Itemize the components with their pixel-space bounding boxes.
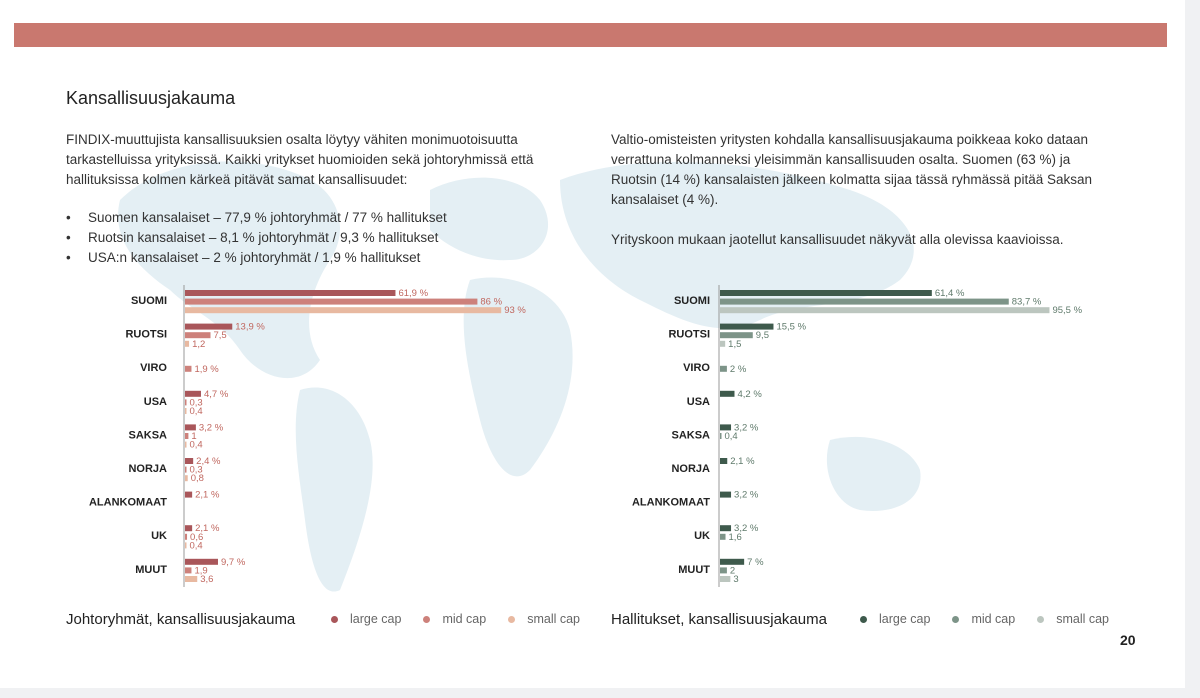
bullet-item-sweden: • Ruotsin kansalaiset – 8,1 % johtoryhmät / 9,3 % hallitukset — [66, 228, 447, 248]
bar-mid-cap-saksa — [720, 433, 722, 439]
bar-small-cap-suomi — [185, 307, 501, 313]
bar-mid-cap-saksa — [185, 433, 188, 439]
data-label-large-cap-usa: 4,2 % — [737, 388, 762, 400]
data-label-small-cap-uk: 0,4 — [189, 540, 203, 552]
bar-large-cap-ruotsi — [720, 324, 773, 330]
page-title: Kansallisuusjakauma — [66, 88, 236, 108]
category-label-norja: NORJA — [671, 463, 710, 475]
bar-large-cap-muut — [185, 559, 218, 565]
data-label-mid-cap-viro: 1,9 % — [194, 363, 219, 375]
right-chart-legend — [860, 612, 1131, 626]
right-paragraph-1: Valtio-omisteisten yritysten kohdalla kansallisuusjakauma poikkeaa koko dataan verrattuna kolmanneksi yleisimmän kansallisuuden osalta. Suomen (63 %) ja Ruotsin (14 %) kansalaisten jälkeen kolmatta sijaa tässä ryhmässä pitää Saksan kansalaiset (4 %). — [611, 132, 1092, 207]
category-label-saksa: SAKSA — [671, 429, 710, 442]
right-chart-title: Hallitukset, kansallisuusjakauma — [611, 611, 827, 628]
data-label-small-cap-muut: 3,6 — [200, 574, 214, 585]
legend-label: mid cap — [971, 612, 1016, 626]
data-label-small-cap-usa: 0,4 — [189, 406, 203, 417]
bar-large-cap-uk — [720, 525, 731, 531]
legend-item-small-cap — [508, 612, 580, 626]
category-label-usa: USA — [143, 395, 167, 408]
data-label-mid-cap-saksa: 0,4 — [724, 431, 738, 442]
data-label-mid-cap-norja: 0,3 — [189, 464, 203, 476]
data-label-mid-cap-viro: 2 % — [729, 363, 747, 375]
header-banner — [14, 23, 1167, 47]
right-text-block — [611, 130, 1111, 250]
legend-item-mid-cap — [952, 612, 1015, 626]
data-label-large-cap-ruotsi: 15,5 % — [776, 321, 807, 333]
data-label-mid-cap-muut: 1,9 — [194, 565, 208, 577]
legend-dot — [423, 616, 430, 623]
category-label-suomi: SUOMI — [130, 295, 167, 307]
legend-label: large cap — [350, 612, 402, 626]
bar-large-cap-uk — [185, 525, 192, 531]
bar-small-cap-usa — [185, 408, 187, 414]
data-label-mid-cap-ruotsi: 7,5 — [213, 330, 227, 342]
category-label-suomi: SUOMI — [673, 295, 710, 307]
legend-label: large cap — [879, 612, 931, 626]
data-label-mid-cap-muut: 2 — [729, 565, 736, 577]
data-label-large-cap-ruotsi: 13,9 % — [235, 321, 265, 333]
data-label-small-cap-muut: 3 — [733, 574, 739, 585]
bar-mid-cap-ruotsi — [720, 332, 753, 338]
data-label-mid-cap-saksa: 1 — [191, 431, 197, 442]
nationality-bullet-list — [66, 208, 447, 268]
category-label-alankomaat: ALANKOMAAT — [88, 496, 167, 509]
bar-mid-cap-usa — [185, 399, 187, 405]
bullet-item-finland: • Suomen kansalaiset – 77,9 % johtoryhmät / 77 % hallitukset — [66, 208, 447, 228]
bar-mid-cap-viro — [185, 366, 191, 372]
category-label-viro: VIRO — [683, 362, 710, 375]
bar-large-cap-ruotsi — [185, 324, 232, 330]
bar-large-cap-norja — [720, 458, 727, 464]
bar-large-cap-alankomaat — [185, 492, 192, 498]
category-label-muut: MUUT — [135, 563, 167, 576]
bar-mid-cap-norja — [185, 467, 187, 473]
data-label-small-cap-suomi: 93 % — [504, 305, 526, 317]
bar-small-cap-uk — [185, 542, 187, 548]
legend-dot — [331, 616, 338, 623]
bar-small-cap-ruotsi — [185, 341, 189, 347]
bar-large-cap-norja — [185, 458, 193, 464]
data-label-mid-cap-usa: 0,3 — [189, 397, 203, 409]
bar-mid-cap-uk — [185, 534, 187, 540]
data-label-large-cap-uk: 2,1 % — [195, 523, 220, 535]
bar-charts — [0, 285, 1200, 590]
page-number: 20 — [1120, 632, 1136, 648]
data-label-mid-cap-suomi: 83,7 % — [1011, 296, 1042, 308]
bar-mid-cap-muut — [720, 567, 727, 573]
legend-label: small cap — [527, 612, 581, 626]
category-label-saksa: SAKSA — [128, 429, 167, 442]
data-label-mid-cap-uk: 0,6 — [190, 531, 204, 543]
legend-item-small-cap — [1037, 612, 1109, 626]
legend-dot — [1037, 616, 1044, 623]
left-paragraph: FINDIX-muuttujista kansallisuuksien osalta löytyy vähiten monimuotoisuutta tarkastelluissa yrityksissä. Kaikki yritykset huomioiden sekä johtoryhmissä että hallituksissa kolmen kärkeä pitävät samat kansallisuudet: — [66, 132, 534, 187]
data-label-large-cap-suomi: 61,9 % — [398, 288, 429, 299]
data-label-small-cap-norja: 0,8 — [190, 473, 204, 485]
data-label-large-cap-norja: 2,4 % — [196, 456, 221, 467]
data-label-small-cap-ruotsi: 1,2 — [192, 338, 206, 350]
data-label-large-cap-suomi: 61,4 % — [934, 288, 965, 299]
data-label-large-cap-alankomaat: 2,1 % — [195, 489, 220, 501]
bar-mid-cap-uk — [720, 534, 726, 540]
category-label-uk: UK — [151, 530, 167, 543]
category-label-usa: USA — [686, 395, 710, 408]
data-label-large-cap-muut: 7 % — [747, 556, 764, 568]
legend-label: small cap — [1056, 612, 1110, 626]
bar-large-cap-suomi — [720, 290, 932, 296]
category-label-ruotsi: RUOTSI — [125, 328, 167, 341]
data-label-large-cap-muut: 9,7 % — [220, 556, 246, 568]
legend-item-large-cap — [860, 612, 930, 626]
bar-small-cap-suomi — [720, 307, 1049, 313]
data-label-large-cap-uk: 3,2 % — [734, 523, 759, 535]
bar-small-cap-saksa — [185, 442, 187, 448]
bar-mid-cap-muut — [185, 567, 191, 573]
right-paragraph-2: Yrityskoon mukaan jaotellut kansallisuudet näkyvät alla olevissa kaavioissa. — [611, 232, 1064, 247]
category-label-alankomaat: ALANKOMAAT — [631, 496, 710, 509]
bar-large-cap-usa — [720, 391, 734, 397]
data-label-large-cap-saksa: 3,2 % — [734, 422, 759, 434]
data-label-large-cap-norja: 2,1 % — [730, 456, 755, 467]
legend-item-mid-cap — [423, 612, 486, 626]
bar-small-cap-norja — [185, 475, 188, 481]
legend-item-large-cap — [331, 612, 401, 626]
bullet-item-usa: • USA:n kansalaiset – 2 % johtoryhmät / 1,9 % hallitukset — [66, 248, 447, 268]
data-label-large-cap-alankomaat: 3,2 % — [734, 489, 759, 501]
bar-large-cap-alankomaat — [720, 492, 731, 498]
category-label-ruotsi: RUOTSI — [668, 328, 710, 341]
category-label-muut: MUUT — [678, 563, 710, 576]
data-label-mid-cap-uk: 1,6 — [728, 531, 742, 543]
bar-large-cap-suomi — [185, 290, 395, 296]
bar-large-cap-saksa — [720, 424, 731, 430]
bar-large-cap-muut — [720, 559, 744, 565]
bar-mid-cap-suomi — [185, 299, 477, 305]
data-label-small-cap-ruotsi: 1,5 — [728, 338, 742, 350]
data-label-large-cap-usa: 4,7 % — [203, 388, 229, 400]
legend-label: mid cap — [442, 612, 487, 626]
bar-large-cap-saksa — [185, 424, 196, 430]
legend-dot — [860, 616, 867, 623]
bar-mid-cap-ruotsi — [185, 332, 211, 338]
left-chart-title: Johtoryhmät, kansallisuusjakauma — [66, 611, 296, 628]
data-label-small-cap-suomi: 95,5 % — [1052, 305, 1083, 317]
data-label-mid-cap-suomi: 86 % — [480, 296, 503, 308]
bar-small-cap-muut — [720, 576, 730, 582]
bar-large-cap-usa — [185, 391, 201, 397]
data-label-mid-cap-ruotsi: 9,5 — [755, 330, 769, 342]
legend-dot — [952, 616, 959, 623]
bar-small-cap-ruotsi — [720, 341, 725, 347]
legend-dot — [508, 616, 515, 623]
left-chart-legend — [331, 612, 602, 626]
data-label-large-cap-saksa: 3,2 % — [198, 422, 224, 434]
category-label-norja: NORJA — [128, 463, 167, 475]
category-label-viro: VIRO — [140, 362, 167, 375]
bar-mid-cap-viro — [720, 366, 727, 372]
category-label-uk: UK — [694, 530, 710, 543]
bar-mid-cap-suomi — [720, 299, 1009, 305]
bar-small-cap-muut — [185, 576, 197, 582]
data-label-small-cap-saksa: 0,4 — [189, 439, 203, 451]
